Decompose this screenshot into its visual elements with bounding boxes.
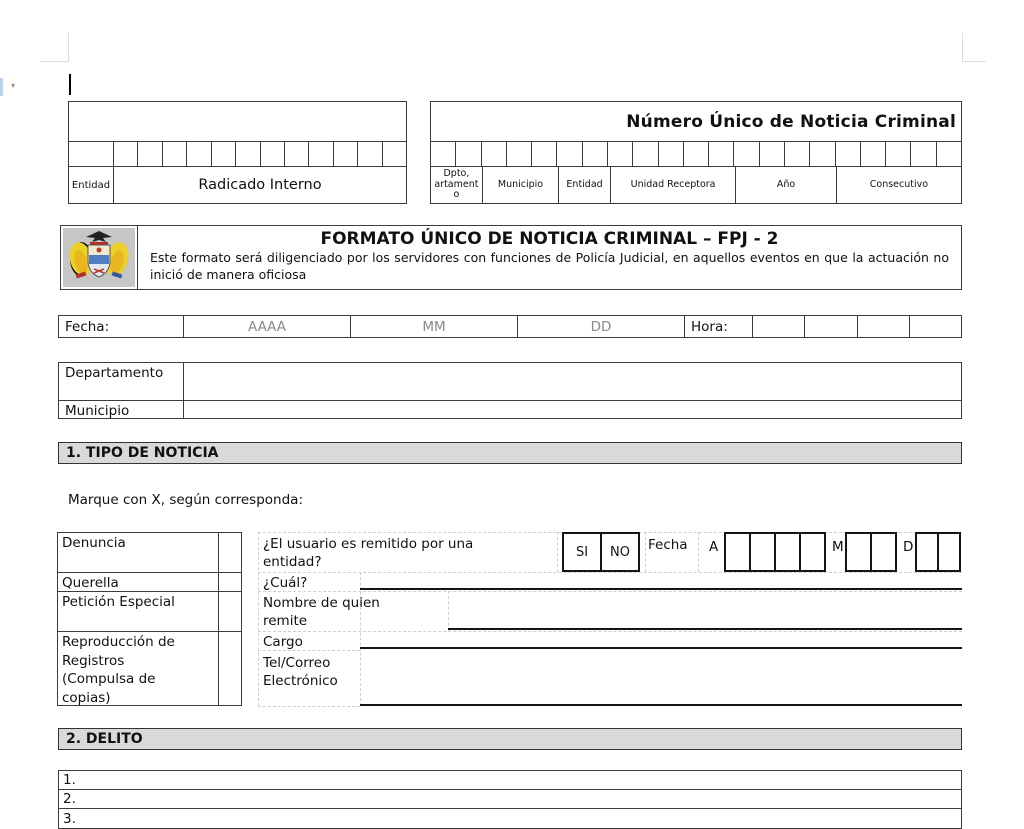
year-letter: A [709,539,719,555]
day-letter: D [903,539,914,555]
year-digit-box[interactable] [799,532,826,572]
gridline [557,532,558,572]
day-field[interactable]: DD [518,316,685,337]
hora-label: Hora: [685,316,753,337]
format-header-table [60,225,962,290]
entidad-code-box[interactable] [69,142,114,166]
digit-box[interactable] [334,142,358,166]
municipio-field[interactable] [184,401,961,419]
radicado-interno-table [68,101,407,204]
radicado-interno-label: Radicado Interno [198,177,322,193]
digit-box[interactable] [734,142,759,166]
digit-box[interactable] [836,142,861,166]
digit-box[interactable] [557,142,582,166]
si-no-boxes [562,532,640,572]
digit-box[interactable] [456,142,481,166]
digit-box[interactable] [810,142,835,166]
digit-box[interactable] [236,142,260,166]
day-digit-box[interactable] [937,532,961,572]
digit-box[interactable] [163,142,187,166]
unidad-receptora-column-label: Unidad Receptora [611,167,736,203]
consecutivo-column-label: Consecutivo [869,178,929,190]
digit-box[interactable] [482,142,507,166]
digit-box[interactable] [212,142,236,166]
tel-correo-label: Tel/Correo Electrónico [263,655,338,690]
nombre-field-line[interactable] [448,628,962,630]
hora-box[interactable] [753,316,805,337]
year-digit-box[interactable] [749,532,776,572]
location-table [58,362,962,419]
digit-box[interactable] [608,142,633,166]
margin-guide-top-right-vertical [962,33,963,62]
tipo-noticia-options-table [57,532,242,706]
si-checkbox[interactable]: SI [562,532,602,572]
digit-box[interactable] [937,142,961,166]
dpto-column-label: Dpto, artament o [431,167,483,203]
querella-checkbox[interactable] [219,573,241,591]
fecha-remision-label: Fecha [648,537,688,553]
digit-box[interactable] [633,142,658,166]
digit-box[interactable] [114,142,138,166]
margin-guide-top-right-horizontal [962,61,986,62]
peticion-especial-checkbox[interactable] [219,592,241,631]
digit-box[interactable] [187,142,211,166]
delito-row-3[interactable] [59,809,961,829]
fecha-hora-table [58,315,962,338]
delito-row-number: 3. [63,811,76,827]
year-field[interactable]: AAAA [184,316,351,337]
radicado-empty-row[interactable] [69,102,406,142]
digit-box[interactable] [507,142,532,166]
radicado-digit-boxes [114,142,406,166]
month-digit-box[interactable] [845,532,872,572]
no-checkbox[interactable]: NO [600,532,640,572]
ano-column-label: Año [736,167,837,203]
gridline [448,591,449,631]
delito-row-1[interactable] [59,771,961,790]
month-field[interactable]: MM [351,316,518,337]
delito-row-2[interactable] [59,790,961,809]
dropdown-arrow-icon[interactable]: ▾ [10,81,15,90]
margin-guide-top-left-horizontal [40,61,69,62]
gridline [258,706,360,707]
denuncia-label: Denuncia [58,533,219,572]
departamento-label: Departamento [59,363,184,400]
gridline [258,572,962,573]
digit-box[interactable] [886,142,911,166]
gridline [698,532,699,572]
hora-box[interactable] [910,316,961,337]
gridline [258,532,259,706]
cargo-label: Cargo [263,634,303,650]
gridline [258,631,962,632]
delito-row-number: 1. [63,772,76,788]
digit-box[interactable] [383,142,406,166]
municipio-column-label: Municipio [483,167,559,203]
departamento-field[interactable] [184,363,961,400]
digit-box[interactable] [532,142,557,166]
format-title: FORMATO ÚNICO DE NOTICIA CRIMINAL – FPJ - 2 [320,229,779,249]
fecha-label: Fecha: [59,316,184,337]
text-cursor [69,74,71,95]
section-1-header: 1. TIPO DE NOTICIA [58,442,962,464]
reproduccion-registros-checkbox[interactable] [219,632,241,705]
digit-box[interactable] [861,142,886,166]
gridline [645,532,646,572]
gridline [258,591,962,592]
digit-box[interactable] [684,142,709,166]
clipped-toolbar-fragment [0,78,3,96]
numero-unico-digit-boxes [431,142,961,167]
entidad-column-label: Entidad [559,167,611,203]
numero-unico-table [430,101,962,204]
hora-box[interactable] [858,316,910,337]
remision-month-boxes [845,532,897,572]
year-digit-box[interactable] [774,532,801,572]
hora-box[interactable] [805,316,857,337]
digit-box[interactable] [309,142,333,166]
entidad-label: Entidad [69,167,114,203]
denuncia-checkbox[interactable] [219,533,241,572]
digit-box[interactable] [659,142,684,166]
cual-field-line[interactable] [360,588,962,590]
digit-box[interactable] [911,142,936,166]
digit-box[interactable] [261,142,285,166]
format-description: Este formato será diligenciado por los servidores con funciones de Policía Judicial, en aquellos eventos en que la actuación no inició de manera oficiosa [150,250,949,282]
delito-table [58,770,962,829]
year-digit-box[interactable] [724,532,751,572]
remision-day-boxes [915,532,961,572]
querella-label: Querella [58,573,219,591]
numero-unico-title: Número Único de Noticia Criminal [431,102,961,142]
month-digit-box[interactable] [870,532,897,572]
digit-box[interactable] [138,142,162,166]
colombia-coat-of-arms-logo [68,229,130,287]
remision-year-boxes [724,532,826,572]
digit-box[interactable] [709,142,734,166]
day-digit-box[interactable] [915,532,939,572]
digit-box[interactable] [760,142,785,166]
delito-row-number: 2. [63,791,76,807]
logo-cell [61,226,138,289]
digit-box[interactable] [583,142,608,166]
remitido-question: ¿El usuario es remitido por una entidad? [263,536,474,571]
nombre-remite-label: Nombre de quien remite [263,595,380,630]
instruction-text: Marque con X, según corresponda: [68,492,303,508]
cargo-field-line[interactable] [360,647,962,649]
digit-box[interactable] [785,142,810,166]
cual-label: ¿Cuál? [263,575,308,591]
digit-box[interactable] [358,142,382,166]
margin-guide-top-left-vertical [68,33,69,62]
reproduccion-registros-label: Reproducción de Registros (Compulsa de copias) [58,632,219,705]
tel-correo-field-line[interactable] [360,704,962,706]
peticion-especial-label: Petición Especial [58,592,219,631]
section-2-header: 2. DELITO [58,728,962,750]
month-letter: M [832,539,844,555]
municipio-label: Municipio [59,401,184,419]
digit-box[interactable] [285,142,309,166]
digit-box[interactable] [431,142,456,166]
